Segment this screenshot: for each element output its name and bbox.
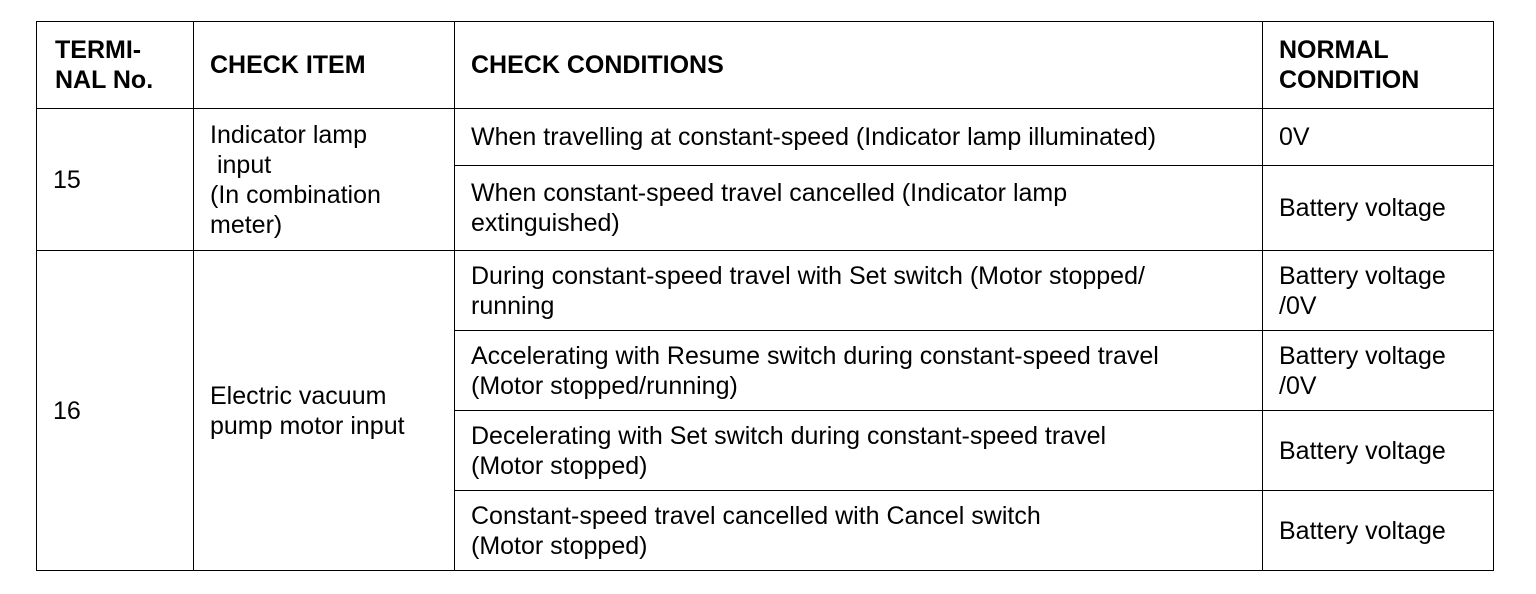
check-condition-cell: Decelerating with Set switch during constant-speed travel (Motor stopped) [455, 411, 1263, 491]
normal-condition-cell: Battery voltage /0V [1263, 251, 1494, 331]
check-condition-cell: When travelling at constant-speed (Indicator lamp illuminated) [455, 109, 1263, 166]
table-row [37, 251, 1494, 331]
header-terminal-no: TERMI- NAL No. [37, 22, 194, 109]
header-check-item: CHECK ITEM [194, 22, 455, 109]
normal-condition-cell: 0V [1263, 109, 1494, 166]
table-row [37, 109, 1494, 166]
check-condition-cell: When constant-speed travel cancelled (Indicator lamp extinguished) [455, 166, 1263, 251]
normal-condition-cell: Battery voltage [1263, 491, 1494, 571]
check-condition-cell: Accelerating with Resume switch during constant-speed travel (Motor stopped/running) [455, 331, 1263, 411]
check-item-cell: Electric vacuum pump motor input [194, 251, 455, 571]
normal-condition-cell: Battery voltage [1263, 166, 1494, 251]
normal-condition-cell: Battery voltage /0V [1263, 331, 1494, 411]
header-row [37, 22, 1494, 109]
normal-condition-cell: Battery voltage [1263, 411, 1494, 491]
check-item-cell: Indicator lamp input (In combination meter) [194, 109, 455, 251]
terminal-number: 15 [37, 109, 194, 251]
header-check-conditions: CHECK CONDITIONS [455, 22, 1263, 109]
header-normal-condition: NORMAL CONDITION [1263, 22, 1494, 109]
check-condition-cell: During constant-speed travel with Set switch (Motor stopped/ running [455, 251, 1263, 331]
check-condition-cell: Constant-speed travel cancelled with Cancel switch (Motor stopped) [455, 491, 1263, 571]
terminal-number: 16 [37, 251, 194, 571]
terminal-check-table [36, 21, 1494, 571]
